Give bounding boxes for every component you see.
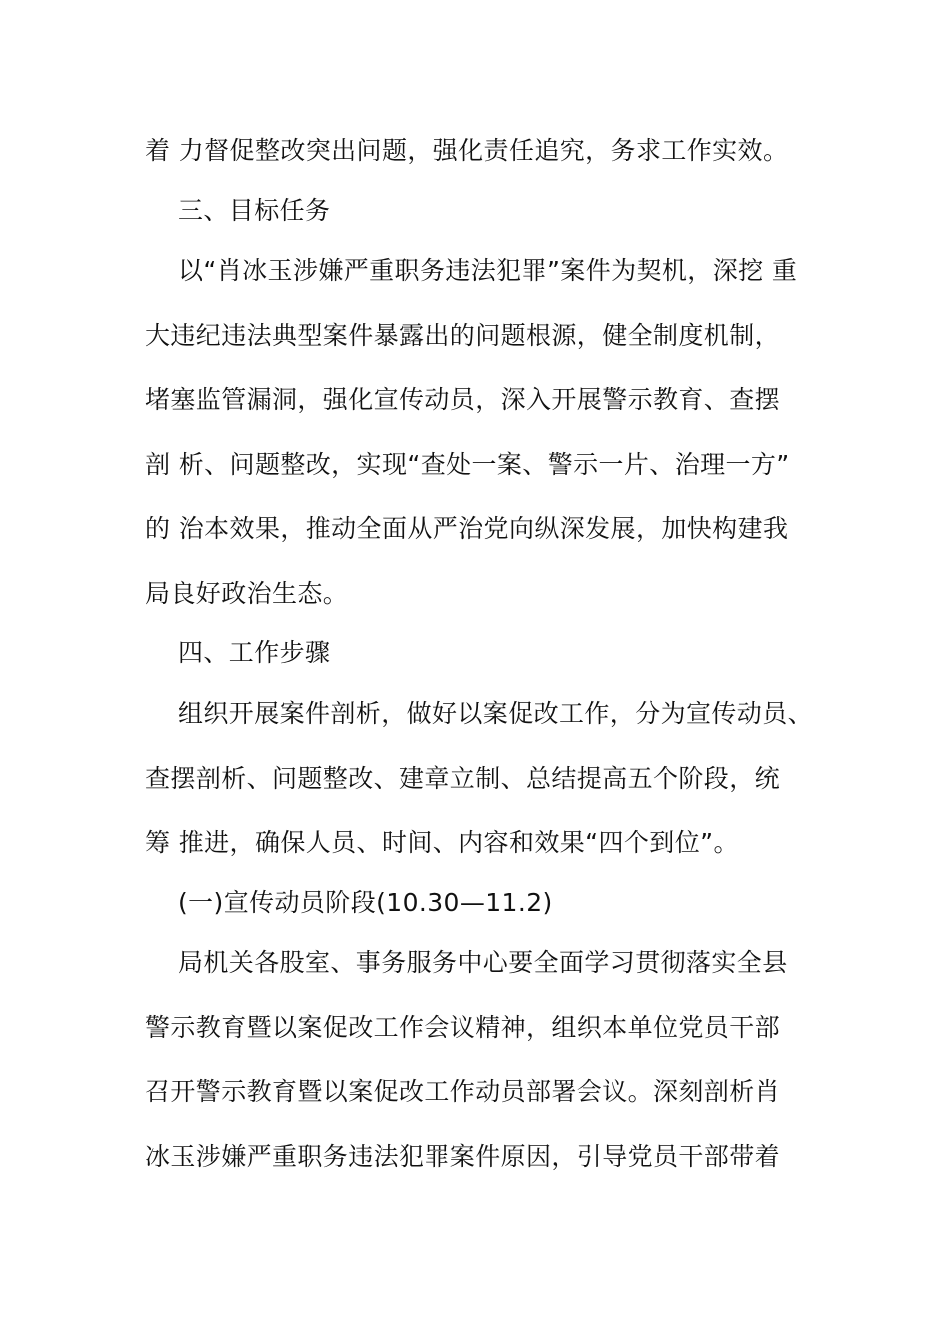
text-line: 以“肖冰玉涉嫌严重职务违法犯罪”案件为契机，深挖 重 — [178, 256, 798, 285]
text-line: 的 治本效果，推动全面从严治党向纵深发展，加快构建我 — [145, 514, 789, 543]
text-line: 筹 推进，确保人员、时间、内容和效果“四个到位”。 — [145, 828, 739, 857]
text-line: 冰玉涉嫌严重职务违法犯罪案件原因，引导党员干部带着 — [145, 1142, 781, 1171]
text-line: 剖 析、问题整改，实现“查处一案、警示一片、治理一方” — [145, 450, 790, 479]
text-line: 局机关各股室、事务服务中心要全面学习贯彻落实全县 — [178, 948, 788, 977]
text-line: 组织开展案件剖析，做好以案促改工作，分为宣传动员、 — [178, 699, 814, 728]
text-line: 查摆剖析、问题整改、建章立制、总结提高五个阶段，统 — [145, 764, 781, 793]
subsection-heading-mobilization: (一)宣传动员阶段(10.30—11.2) — [178, 888, 553, 917]
text-line: 堵塞监管漏洞，强化宣传动员，深入开展警示教育、查摆 — [145, 385, 781, 414]
text-line: 警示教育暨以案促改工作会议精神，组织本单位党员干部 — [145, 1013, 781, 1042]
section-heading-goals: 三、目标任务 — [178, 196, 331, 225]
text-line: 召开警示教育暨以案促改工作动员部署会议。深刻剖析肖 — [145, 1077, 781, 1106]
text-line: 局良好政治生态。 — [145, 579, 349, 608]
text-line: 大违纪违法典型案件暴露出的问题根源，健全制度机制， — [145, 321, 781, 350]
text-line: 着 力督促整改突出问题，强化责任追究，务求工作实效。 — [145, 136, 789, 165]
section-heading-steps: 四、工作步骤 — [178, 638, 331, 667]
